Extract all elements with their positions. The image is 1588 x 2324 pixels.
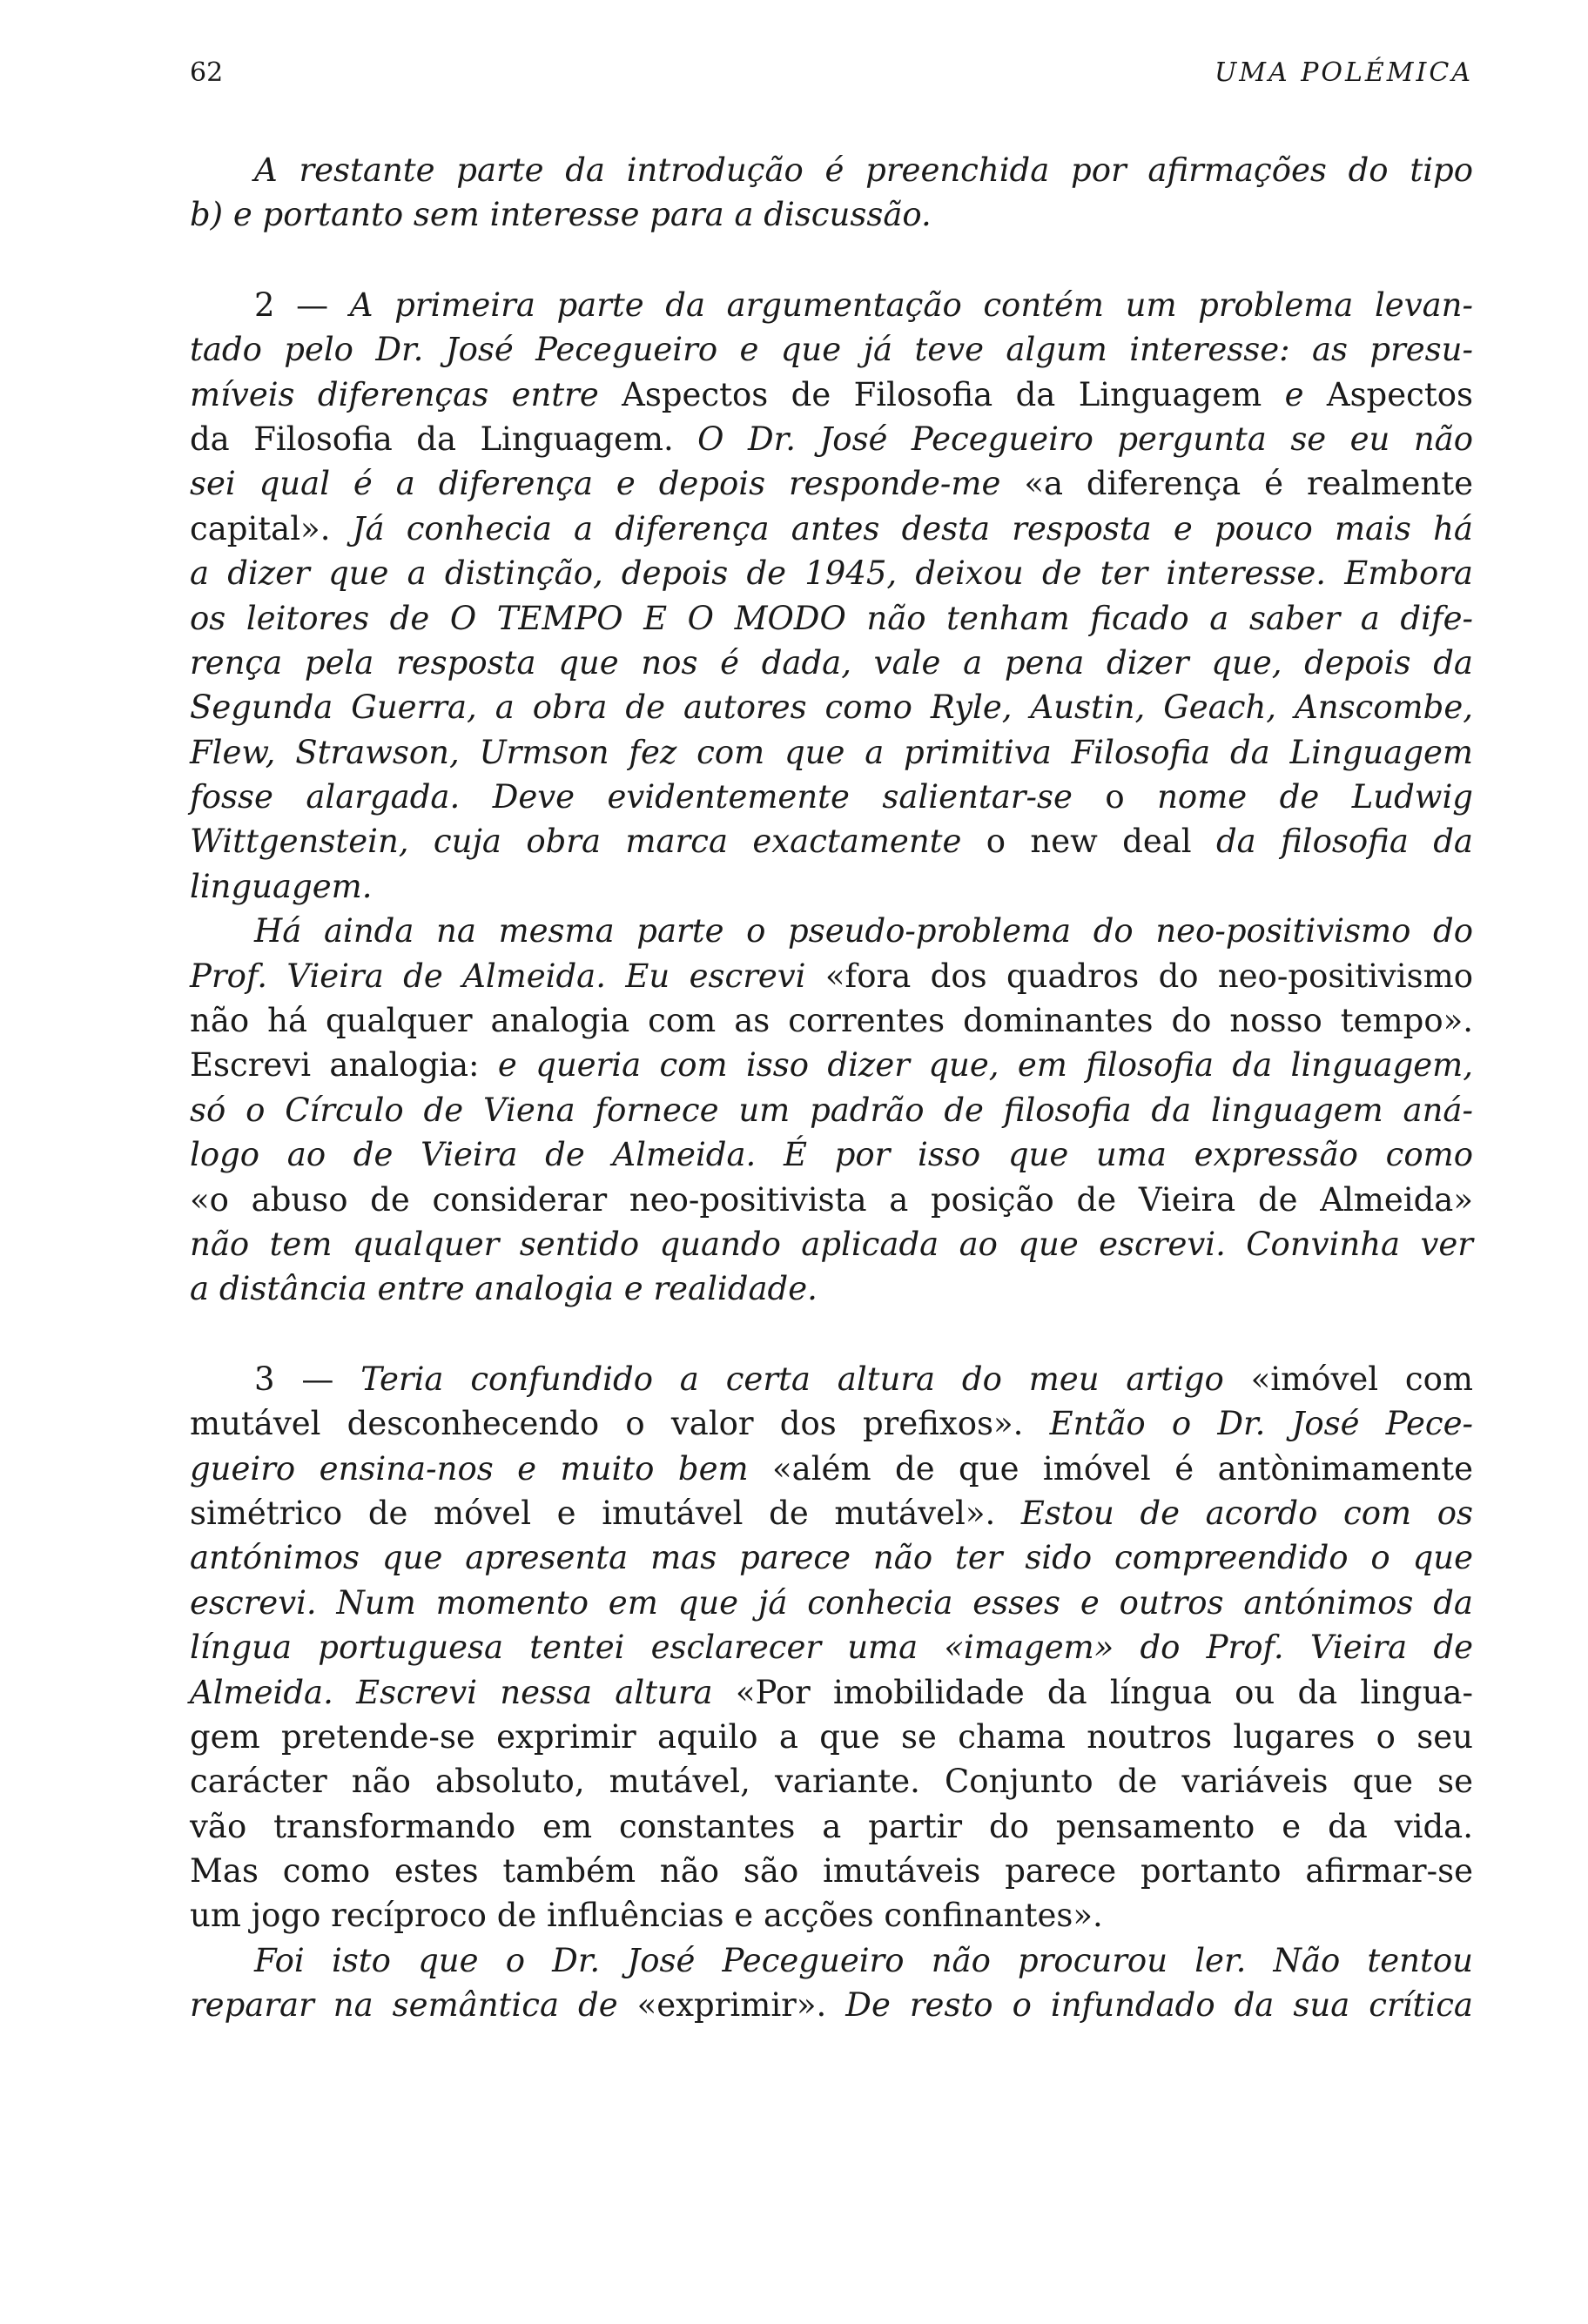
text-line [190, 1447, 1473, 1491]
italic-text: Estou de acordo com os [1020, 1494, 1473, 1532]
italic-text: antónimos que apresenta mas parece não ter sido compreendido o que [190, 1539, 1473, 1577]
roman-text: «exprimir». [636, 1986, 846, 2025]
italic-text: os leitores de O TEMPO E O MODO não tenham ficado a saber a dife- [190, 599, 1473, 637]
italic-text: rença pela resposta que nos é dada, vale a pena dizer que, depois da [190, 643, 1473, 682]
text-line [190, 1178, 1473, 1222]
italic-text: escrevi. Num momento em que já conhecia esses e outros antónimos da [190, 1583, 1473, 1622]
text-line [190, 1715, 1473, 1759]
italic-text: b) e portanto sem interesse para a discussão. [190, 196, 932, 234]
text-line [190, 819, 1473, 863]
italic-text: Foi isto que o Dr. José Pecegueiro não procurou ler. Não tentou [254, 1941, 1473, 1979]
text-line [190, 1581, 1473, 1625]
roman-text: da Filosofia da Linguagem. [190, 420, 698, 458]
text-line [190, 730, 1473, 775]
roman-text: o [1105, 778, 1158, 816]
roman-text: carácter não absoluto, mutável, variante. Conjunto de variáveis que se [190, 1763, 1473, 1801]
running-title: UMA POLÉMICA [1215, 57, 1473, 88]
roman-text: Mas como estes também não são imutáveis parece portanto afirmar-se [190, 1852, 1473, 1891]
text-line [190, 1132, 1473, 1177]
page-number: 62 [190, 57, 224, 88]
italic-text: Teria confundido a certa altura do meu artigo [360, 1360, 1251, 1398]
text-line [190, 1938, 1473, 1983]
italic-text: e queria com isso dizer que, em filosofia da linguagem, [497, 1046, 1473, 1085]
italic-text: língua portuguesa tentei esclarecer uma «imagem» do Prof. Vieira de [190, 1629, 1473, 1667]
roman-text: um jogo recíproco de influências e acções confinantes». [190, 1897, 1103, 1935]
paragraph [190, 1938, 1473, 2028]
text-line [190, 148, 1473, 192]
text-line [190, 1491, 1473, 1535]
text-line [190, 596, 1473, 641]
italic-text: nome de Ludwig [1157, 778, 1473, 816]
text-line [190, 1983, 1473, 2027]
italic-text: logo ao de Vieira de Almeida. É por isso que uma expressão como [190, 1136, 1473, 1174]
italic-text: De resto o infundado da sua crítica [845, 1986, 1473, 2025]
italic-text: gueiro ensina-nos e muito bem [190, 1449, 773, 1488]
roman-text: «Por imobilidade da língua ou da lingua- [735, 1673, 1473, 1711]
roman-text: mutável desconhecendo o valor dos prefixos». [190, 1405, 1050, 1443]
italic-text: linguagem. [190, 867, 373, 905]
text-line [190, 327, 1473, 372]
text-line [190, 998, 1473, 1043]
italic-text: reparar na semântica de [190, 1986, 637, 2025]
paragraph [190, 1357, 1473, 1938]
body-text [190, 148, 1473, 2028]
text-line [190, 1670, 1473, 1715]
italic-text: a distância entre analogia e realidade. [190, 1270, 818, 1308]
paragraph [190, 283, 1473, 909]
paragraph [190, 148, 1473, 238]
text-line [190, 775, 1473, 819]
italic-text: Então o Dr. José Pece- [1049, 1405, 1473, 1443]
text-line [190, 551, 1473, 595]
text-line [190, 1266, 1473, 1311]
roman-text: 3 — [254, 1360, 361, 1398]
italic-text: só o Círculo de Viena fornece um padrão de filosofia da linguagem aná- [190, 1091, 1473, 1129]
text-line [190, 192, 1473, 237]
italic-text: sei qual é a diferença e depois responde-me [190, 465, 1025, 503]
roman-text: capital». [190, 509, 353, 547]
italic-text: O Dr. José Pecegueiro pergunta se eu não [697, 420, 1473, 458]
italic-text: Já conhecia a diferença antes desta resposta e pouco mais há [352, 509, 1473, 547]
italic-text: da filosofia da [1216, 823, 1473, 861]
text-line [190, 909, 1473, 953]
italic-text: Wittgenstein, cuja obra marca exactamente [190, 823, 986, 861]
italic-text: A restante parte da introdução é preenchida por afirmações do tipo [254, 151, 1473, 189]
roman-text: «imóvel com [1250, 1360, 1473, 1398]
text-line [190, 1535, 1473, 1580]
italic-text: a dizer que a distinção, depois de 1945, deixou de ter interesse. Embora [190, 554, 1473, 593]
italic-text: Há ainda na mesma parte o pseudo-problema do neo-positivismo do [254, 912, 1473, 950]
italic-text: e [1284, 375, 1327, 413]
paragraph-spacer [190, 238, 1473, 283]
text-line [190, 507, 1473, 551]
italic-text: tado pelo Dr. José Pecegueiro e que já teve algum interesse: as presu- [190, 331, 1473, 369]
roman-text: «fora dos quadros do neo-positivismo [824, 957, 1473, 995]
roman-text: vão transformando em constantes a partir do pensamento e da vida. [190, 1807, 1473, 1845]
text-line [190, 417, 1473, 461]
text-line [190, 685, 1473, 729]
roman-text: Escrevi analogia: [190, 1046, 498, 1085]
roman-text: não há qualquer analogia com as correntes dominantes do nosso tempo». [190, 1002, 1473, 1040]
roman-text: «além de que imóvel é antònimamente [772, 1449, 1473, 1488]
text-line [190, 283, 1473, 327]
roman-text: «a diferença é realmente [1024, 465, 1473, 503]
text-line [190, 1893, 1473, 1938]
text-line [190, 1804, 1473, 1849]
text-line [190, 1759, 1473, 1803]
roman-text: simétrico de móvel e imutável de mutável». [190, 1494, 1021, 1532]
paragraph [190, 909, 1473, 1312]
text-line [190, 1088, 1473, 1132]
text-line [190, 1222, 1473, 1266]
italic-text: não tem qualquer sentido quando aplicada ao que escrevi. Convinha ver [190, 1225, 1473, 1263]
text-line [190, 1625, 1473, 1669]
paragraph-spacer [190, 1312, 1473, 1357]
text-line [190, 954, 1473, 998]
text-line [190, 641, 1473, 685]
roman-text: o new deal [986, 823, 1216, 861]
roman-text: gem pretende-se exprimir aquilo a que se chama noutros lugares o seu [190, 1717, 1473, 1756]
roman-text: Aspectos de Filosofia da Linguagem [622, 375, 1285, 413]
text-line [190, 1043, 1473, 1087]
italic-text: A primeira parte da argumentação contém um problema levan- [349, 285, 1473, 324]
italic-text: míveis diferenças entre [190, 375, 622, 413]
text-line [190, 1357, 1473, 1401]
italic-text: fosse alargada. Deve evidentemente salientar-se [190, 778, 1106, 816]
italic-text: Prof. Vieira de Almeida. Eu escrevi [190, 957, 825, 995]
italic-text: Flew, Strawson, Urmson fez com que a primitiva Filosofia da Linguagem [190, 733, 1473, 771]
page-header [190, 57, 1473, 89]
text-line [190, 1401, 1473, 1446]
text-line [190, 1849, 1473, 1893]
text-line [190, 864, 1473, 909]
text-line [190, 373, 1473, 417]
roman-text: Aspectos [1326, 375, 1473, 413]
italic-text: Segunda Guerra, a obra de autores como Ryle, Austin, Geach, Anscombe, [190, 688, 1473, 727]
italic-text: Almeida. Escrevi nessa altura [190, 1673, 736, 1711]
roman-text: «o abuso de considerar neo-positivista a posição de Vieira de Almeida» [190, 1180, 1473, 1219]
text-line [190, 461, 1473, 506]
roman-text: 2 — [254, 285, 350, 324]
